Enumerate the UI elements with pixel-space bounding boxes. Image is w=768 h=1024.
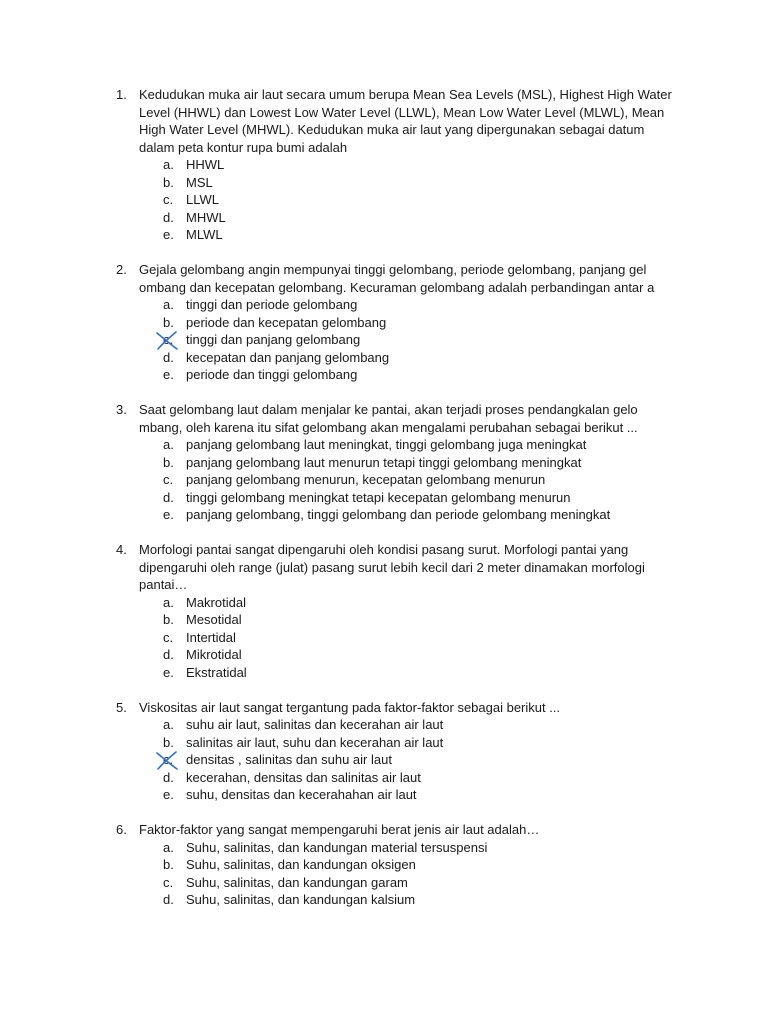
option-text: kecepatan dan panjang gelombang: [186, 349, 390, 365]
question-3-option-e: [139, 506, 688, 524]
question-3-option-b: [139, 454, 688, 472]
question-2-option-b: [139, 314, 688, 332]
option-letter: d.: [163, 769, 174, 785]
option-text: MHWL: [186, 209, 226, 225]
option-text: suhu air laut, salinitas dan kecerahan air laut: [186, 717, 444, 732]
option-letter: e.: [163, 507, 174, 522]
question-4-option-e: [139, 664, 688, 682]
option-letter: a.: [163, 839, 174, 855]
option-letter: a.: [163, 297, 174, 312]
option-text: tinggi gelombang meningkat tetapi kecepatan gelombang menurun: [186, 489, 571, 505]
option-text: tinggi dan periode gelombang: [186, 297, 358, 312]
option-letter: c.: [163, 332, 174, 347]
question-4: [0, 541, 768, 681]
question-4-option-b: [139, 611, 688, 629]
option-letter: e.: [163, 664, 174, 680]
option-text: HHWL: [186, 157, 225, 172]
question-number: 1.: [116, 87, 127, 102]
question-4-option-d: [139, 646, 688, 664]
question-5-option-e: [139, 786, 688, 804]
option-letter: b.: [163, 857, 174, 872]
question-3-option-c: [139, 471, 688, 489]
option-text: salinitas air laut, suhu dan kecerahan air laut: [186, 734, 444, 750]
question-number: 6.: [116, 822, 127, 837]
question-4-option-c: [139, 629, 688, 647]
question-5-option-a: [139, 716, 688, 734]
question-6: [0, 821, 768, 909]
option-text: Suhu, salinitas, dan kandungan oksigen: [186, 857, 416, 872]
option-list: [139, 839, 688, 909]
question-2-option-a: [139, 296, 688, 314]
option-list: [139, 296, 688, 384]
question-1-option-c: [139, 191, 688, 209]
option-text: panjang gelombang menurun, kecepatan gelombang menurun: [186, 472, 546, 487]
question-2-option-e: [139, 366, 688, 384]
option-letter: c.: [163, 752, 174, 767]
question-text: Viskositas air laut sangat tergantung pada faktor-faktor sebagai berikut ...: [139, 699, 561, 715]
question-3-option-a: [139, 436, 688, 454]
question-5-option-c: [139, 751, 688, 769]
option-text: periode dan tinggi gelombang: [186, 367, 358, 382]
option-letter: d.: [163, 349, 174, 365]
question-2-option-c: [139, 331, 688, 349]
option-text: Mikrotidal: [186, 647, 242, 662]
question-6-option-d: [139, 891, 688, 909]
option-letter: b.: [163, 314, 174, 330]
option-text: tinggi dan panjang gelombang: [186, 332, 361, 347]
question-1-option-d: [139, 209, 688, 227]
question-1-option-b: [139, 174, 688, 192]
question-number: 2.: [116, 262, 127, 277]
option-text: kecerahan, densitas dan salinitas air laut: [186, 769, 421, 785]
option-text: densitas , salinitas dan suhu air laut: [186, 752, 392, 767]
question-text: Faktor-faktor yang sangat mempengaruhi berat jenis air laut adalah…: [139, 822, 540, 837]
option-letter: e.: [163, 227, 174, 242]
option-letter: c.: [163, 629, 174, 645]
question-3-option-d: [139, 489, 688, 507]
option-list: [139, 594, 688, 682]
option-text: Suhu, salinitas, dan kandungan material tersuspensi: [186, 839, 488, 855]
option-text: panjang gelombang laut menurun tetapi tinggi gelombang meningkat: [186, 454, 582, 470]
question-3: [0, 401, 768, 524]
option-letter: a.: [163, 717, 174, 732]
option-text: Intertidal: [186, 629, 236, 645]
option-letter: c.: [163, 192, 174, 207]
option-letter: d.: [163, 647, 174, 662]
question-number: 3.: [116, 402, 127, 417]
document-page: [0, 86, 768, 926]
question-5-option-b: [139, 734, 688, 752]
option-letter: a.: [163, 594, 174, 610]
question-2: [0, 261, 768, 384]
question-text: Morfologi pantai sangat dipengaruhi oleh kondisi pasang surut. Morfologi pantai yang dipengaruhi oleh range (julat) pasang surut lebih kecil dari 2 meter dinamakan morfologi pantai…: [139, 542, 645, 592]
option-letter: b.: [163, 612, 174, 627]
option-list: [139, 156, 688, 244]
option-letter: e.: [163, 787, 174, 802]
option-letter: b.: [163, 734, 174, 750]
option-letter: a.: [163, 157, 174, 172]
question-text: Gejala gelombang angin mempunyai tinggi gelombang, periode gelombang, panjang gel ombang dan kecepatan gelombang. Kecuraman gelombang adalah perbandingan antar a: [139, 262, 655, 295]
question-4-option-a: [139, 594, 688, 612]
question-5-option-d: [139, 769, 688, 787]
option-list: [139, 436, 688, 524]
question-text: Saat gelombang laut dalam menjalar ke pantai, akan terjadi proses pendangkalan gelo mbang, oleh karena itu sifat gelombang akan mengalami perubahan sebagai berikut ...: [139, 402, 638, 435]
question-number: 5.: [116, 699, 127, 715]
option-letter: c.: [163, 472, 174, 487]
option-text: LLWL: [186, 192, 219, 207]
option-text: panjang gelombang, tinggi gelombang dan periode gelombang meningkat: [186, 507, 611, 522]
question-6-option-a: [139, 839, 688, 857]
question-1-option-e: [139, 226, 688, 244]
question-6-option-b: [139, 856, 688, 874]
option-text: Suhu, salinitas, dan kandungan garam: [186, 874, 408, 890]
option-text: Mesotidal: [186, 612, 242, 627]
option-letter: a.: [163, 437, 174, 452]
option-letter: d.: [163, 489, 174, 505]
question-1: [0, 86, 768, 244]
option-letter: d.: [163, 892, 174, 907]
question-number: 4.: [116, 542, 127, 557]
question-1-option-a: [139, 156, 688, 174]
question-5: [0, 699, 768, 804]
option-text: Suhu, salinitas, dan kandungan kalsium: [186, 892, 416, 907]
option-letter: d.: [163, 209, 174, 225]
option-text: Makrotidal: [186, 594, 246, 610]
option-letter: e.: [163, 367, 174, 382]
option-text: Ekstratidal: [186, 664, 247, 680]
option-text: periode dan kecepatan gelombang: [186, 314, 387, 330]
option-letter: c.: [163, 874, 174, 890]
option-letter: b.: [163, 174, 174, 190]
option-text: MLWL: [186, 227, 223, 242]
option-letter: b.: [163, 454, 174, 470]
option-text: MSL: [186, 174, 213, 190]
question-text: Kedudukan muka air laut secara umum berupa Mean Sea Levels (MSL), Highest High Water Level (HHWL) dan Lowest Low Water Level (LLWL), Mean Low Water Level (MLWL), Mean High Water Level (MHWL). Kedudukan muka air laut yang dipergunakan sebagai datum dalam peta kontur rupa bumi adalah: [139, 87, 672, 155]
option-text: panjang gelombang laut meningkat, tinggi gelombang juga meningkat: [186, 437, 587, 452]
option-list: [139, 716, 688, 804]
option-text: suhu, densitas dan kecerahahan air laut: [186, 787, 417, 802]
question-6-option-c: [139, 874, 688, 892]
question-2-option-d: [139, 349, 688, 367]
